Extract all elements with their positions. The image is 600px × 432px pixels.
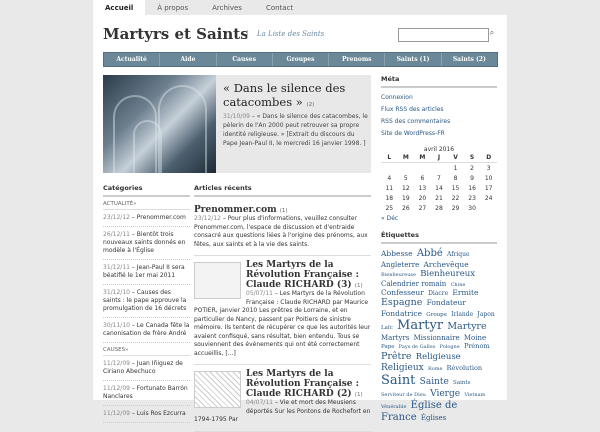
meta-links: [381, 92, 497, 140]
featured-excerpt: 31/10/09 – « Dans le silence des catacombes, le pèlerin de l'An 2000 peut retrouver sa propre identité religieuse. » [Extrait du discours du Pape Jean-Paul II, le mercredi 16 janvier 1998. ]: [223, 113, 368, 147]
tag-link[interactable]: Martyr: [397, 318, 444, 334]
calendar-day: 7: [437, 174, 441, 182]
featured-comment-count[interactable]: (2): [306, 102, 315, 108]
calendar-day-header: M: [398, 153, 415, 163]
tag-link[interactable]: Bienheureuse: [381, 272, 416, 279]
search-input[interactable]: [398, 28, 489, 42]
post-link[interactable]: Jean-Paul II sera béatifié le 1er mai 2011: [103, 264, 185, 279]
tag-link[interactable]: Abbé: [416, 248, 443, 259]
calendar-day: 30: [468, 204, 476, 212]
right-sidebar: [381, 75, 497, 424]
nav-actualite[interactable]: Actualité: [104, 53, 160, 66]
tag-link[interactable]: Pologne: [439, 344, 460, 351]
calendar-day: 19: [402, 194, 410, 202]
calendar: [381, 153, 497, 213]
recent-posts: [194, 184, 371, 432]
tag-link[interactable]: Saint: [381, 373, 416, 389]
post-title[interactable]: Prenommer.com (1): [194, 205, 288, 215]
tag-link[interactable]: Afrique: [447, 251, 470, 258]
catacombs-image[interactable]: [103, 75, 216, 173]
post-date: 31/12/10: [103, 289, 130, 296]
tag-link[interactable]: Vierge: [430, 388, 461, 399]
nav-causes[interactable]: Causes: [217, 53, 273, 66]
tag-link[interactable]: Serviteur de Dieu: [381, 391, 426, 398]
tag-link[interactable]: Abbesse: [381, 249, 413, 258]
category-actualite[interactable]: ACTUALITÉ»: [103, 201, 190, 210]
featured-date: 31/10/09: [223, 113, 250, 120]
calendar-day: 27: [418, 204, 427, 212]
tag-link[interactable]: Chine: [450, 281, 466, 288]
site-tagline: La Liste des Saints: [247, 30, 324, 38]
link-login[interactable]: Connexion: [381, 94, 413, 101]
main-navigation: [103, 52, 498, 67]
tag-link[interactable]: Rome: [427, 365, 443, 372]
category-post-item[interactable]: 11/12/09 – Luis Ros Ezcurra: [103, 406, 190, 423]
tag-link[interactable]: Fondatrice: [381, 308, 423, 318]
top-navigation: [93, 0, 305, 15]
tag-link[interactable]: Bienheureux: [420, 269, 475, 280]
category-post-item[interactable]: 26/12/11 – Bientôt trois nouveaux saints donnés en modèle à l'Église: [103, 227, 190, 260]
tag-link[interactable]: Vénérable: [381, 403, 407, 410]
calendar-caption: avril 2016: [423, 146, 455, 153]
calendar-day: 2: [470, 164, 474, 172]
category-post-item[interactable]: 31/12/10 – Causes des saints : le pape approuve la promulgation de 16 décrets: [103, 285, 190, 318]
calendar-day: 15: [451, 184, 460, 192]
document-thumbnail[interactable]: [194, 262, 241, 299]
search-icon[interactable]: ⌕: [489, 28, 495, 37]
calendar-day-header: S: [464, 153, 481, 163]
category-post-item[interactable]: 30/11/10 – Le Canada fête la canonisation de frère André: [103, 318, 190, 343]
post-link[interactable]: Fortunato Barrón Nanclares: [103, 385, 188, 400]
post-link[interactable]: Causes des saints : le pape approuve la promulgation de 16 décrets: [103, 289, 187, 312]
calendar-day: 14: [435, 184, 443, 192]
post-title[interactable]: Les Martyrs de la Révolution Française : Claude RICHARD (2) (1): [246, 369, 363, 399]
post-date: 30/11/10: [103, 322, 130, 329]
meta-title: Méta: [381, 75, 497, 88]
site-title[interactable]: Martyrs et Saints: [103, 25, 249, 43]
tag-link[interactable]: Martyrs: [381, 333, 410, 342]
tag-link[interactable]: Fondateur: [426, 298, 466, 308]
post-date: 26/12/11: [103, 231, 130, 238]
tag-link[interactable]: Moine: [463, 333, 487, 342]
calendar-day: 10: [484, 174, 493, 182]
calendar-day: 23: [468, 194, 476, 202]
topnav-about[interactable]: À propos: [157, 4, 189, 12]
tag-link[interactable]: Prénom: [463, 342, 490, 351]
tag-cloud: [381, 248, 497, 424]
post-date: 23/12/12: [103, 214, 130, 221]
tag-link[interactable]: Église de France: [381, 399, 458, 423]
post-title[interactable]: Les Martyrs de la Révolution Française : Claude RICHARD (3) (1): [246, 260, 363, 290]
tag-link[interactable]: Espagne: [381, 297, 423, 309]
tag-link[interactable]: Pape: [381, 344, 395, 351]
tag-link[interactable]: Églises: [420, 413, 447, 422]
calendar-day: 18: [385, 194, 394, 202]
calendar-day: 21: [435, 194, 443, 202]
calendar-day-header: J: [431, 153, 448, 163]
post-date: 31/12/11: [103, 264, 130, 271]
nav-aide[interactable]: Aide: [160, 53, 216, 66]
calendar-day: 29: [451, 204, 460, 212]
tag-link[interactable]: Religieux: [381, 362, 424, 373]
topnav-contact[interactable]: Contact: [265, 4, 294, 12]
tag-link[interactable]: Japon: [477, 310, 495, 318]
category-causes[interactable]: CAUSES»: [103, 347, 190, 356]
tag-link[interactable]: Laïc: [381, 325, 393, 332]
category-post-item[interactable]: 11/12/09 – Juan Iñiguez de Ciriano Abechuco: [103, 356, 190, 381]
calendar-day: 3: [486, 164, 491, 172]
calendar-day: 12: [402, 184, 410, 192]
post-excerpt: 04/07/11 – Vie et mort des Meusiens déportés Sur les Pontons de Rochefort en 1794-1795 Par: [194, 399, 371, 423]
left-sidebar: [103, 184, 190, 423]
calendar-day: 28: [435, 204, 443, 212]
post-link[interactable]: Luis Ros Ezcurra: [136, 410, 186, 417]
calendar-day: 22: [451, 194, 460, 202]
category-post-item[interactable]: 31/12/11 – Jean-Paul II sera béatifié le 1er mai 2011: [103, 260, 190, 285]
post-link[interactable]: Le Canada fête la canonisation de frère André: [103, 322, 190, 337]
calendar-prev-link[interactable]: « Déc: [381, 215, 399, 222]
nav-saints-2[interactable]: Saints (2): [452, 56, 486, 63]
category-post-item[interactable]: 23/12/12 – Prenommer.com: [103, 210, 190, 227]
calendar-day: [431, 163, 448, 174]
link-wordpress-fr[interactable]: Site de WordPress-FR: [381, 130, 445, 137]
calendar-day-header: L: [381, 153, 398, 163]
tag-link[interactable]: Révolution: [446, 363, 483, 372]
nav-saints-1[interactable]: Saints (1): [385, 53, 441, 66]
calendar-day: 17: [484, 184, 493, 192]
post-link[interactable]: Juan Iñiguez de Ciriano Abechuco: [103, 360, 183, 375]
post-excerpt: 23/12/12 – Pour plus d'informations, veuillez consulter Prenommer.com, l'espace de discussion et d'entraide consacré aux questions liées à l'origine des prénoms, aux fêtes, aux saints et à la vie des saints.: [194, 215, 368, 248]
category-post-item[interactable]: 11/12/09 – Fortunato Barrón Nanclares: [103, 381, 190, 406]
post-link[interactable]: Prenommer.com: [136, 214, 186, 221]
calendar-day: [381, 163, 398, 174]
tag-link[interactable]: Martyre: [447, 321, 487, 333]
tags-title: Étiquettes: [381, 231, 497, 244]
tag-link[interactable]: Vietnam: [464, 391, 486, 398]
calendar-day: [480, 203, 497, 213]
calendar-day-header: V: [447, 153, 464, 163]
nav-prenoms[interactable]: Prenoms: [329, 53, 385, 66]
calendar-day-header: M: [414, 153, 431, 163]
calendar-day: 9: [470, 174, 474, 182]
tag-link[interactable]: Irlande: [451, 310, 474, 318]
page-container: [93, 15, 507, 423]
tag-link[interactable]: Religieuse: [415, 352, 461, 363]
post-date: 11/12/09: [103, 360, 130, 367]
recent-title: Articles récents: [194, 184, 371, 197]
calendar-day: 8: [453, 174, 458, 182]
categories-title: Catégories: [103, 184, 190, 197]
calendar-day: 6: [420, 174, 425, 182]
calendar-day: 24: [484, 194, 493, 202]
calendar-day: 26: [402, 204, 410, 212]
tag-link[interactable]: Calendrier romain: [381, 279, 447, 288]
calendar-day: 16: [468, 184, 476, 192]
link-rss-comments[interactable]: RSS des commentaires: [381, 118, 451, 125]
tag-link[interactable]: Sainte: [419, 377, 449, 388]
featured-post: [103, 75, 371, 173]
topnav-archives[interactable]: Archives: [212, 4, 242, 12]
featured-post-title[interactable]: « Dans le silence des catacombes » (2): [223, 81, 346, 109]
nav-groupes[interactable]: Groupes: [273, 53, 329, 66]
calendar-day: [398, 163, 415, 174]
tag-link[interactable]: Saints: [453, 380, 471, 387]
calendar-day: 5: [403, 174, 408, 182]
calendar-day: 1: [453, 164, 458, 172]
tag-link[interactable]: Ermite: [452, 287, 479, 297]
link-rss-articles[interactable]: Flux RSS des articles: [381, 106, 444, 113]
calendar-day-header: D: [480, 153, 497, 163]
calendar-day: 20: [418, 194, 427, 202]
tag-link[interactable]: Diacre: [428, 289, 449, 297]
calendar-day: 11: [385, 184, 394, 192]
calendar-day: 13: [418, 184, 427, 192]
tag-link[interactable]: Archevêque: [423, 260, 469, 269]
post-date: 11/12/09: [103, 385, 130, 392]
tag-link[interactable]: Confesseur: [381, 287, 424, 297]
tag-link[interactable]: Pays de Galles: [398, 344, 436, 351]
calendar-day: 4: [387, 174, 392, 182]
tag-link[interactable]: Angleterre: [381, 261, 420, 269]
calendar-day: 25: [385, 204, 394, 212]
tag-link[interactable]: Prêtre: [381, 351, 412, 363]
post-item: [194, 365, 371, 432]
post-excerpt: 05/07/11 – Les Martyrs de la Révolution Française : Claude RICHARD par Maurice POTIER, janvier 2010 Les prêtres de Lorraine, et en particulier de Nancy, passent par Poitiers de sinistre mémoire. Ils tentent de récupérer ce que les autorités leur avaient confisqué, sans résultat, bien entendu. Tous se souviennent des événements qui ont été correctement accueillis, [...]: [194, 290, 371, 357]
map-thumbnail[interactable]: [194, 371, 241, 408]
tag-link[interactable]: Groupe: [426, 311, 447, 318]
post-item: [194, 256, 371, 365]
post-item: [194, 201, 371, 256]
tag-link[interactable]: Missionnaire: [413, 333, 460, 342]
post-date: 11/12/09: [103, 410, 130, 417]
calendar-day: [414, 163, 431, 174]
topnav-home[interactable]: Accueil: [93, 0, 145, 16]
post-link[interactable]: Bientôt trois nouveaux saints donnés en modèle à l'Église: [103, 231, 186, 254]
